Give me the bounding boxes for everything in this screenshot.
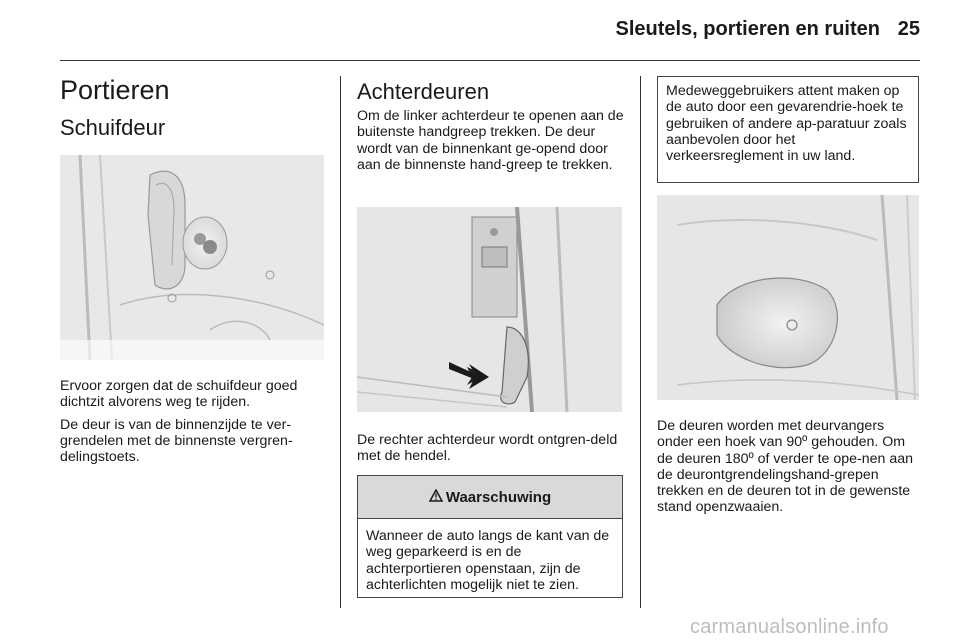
warning-title: Waarschuwing [445,488,552,506]
column-2 [357,78,625,179]
rear-doors-heading: Achterdeuren [357,79,490,104]
door-check-paragraph: De deuren worden met deurvangers onder een hoek van 90º gehouden. Om de deuren 180º of verder te ope-nen aan de deurontgrendelingshand-grepen trekken en de deuren tot in de gewenste stand openzwaaien. [657,418,914,516]
paragraph-2: De deur is van de binnenzijde te ver-grendelen met de binnenste vergren-delingstoets. [60,416,293,466]
rear-doors-intro: Om de linker achterdeur te openen aan de buitenste handgreep trekken. De deur wordt van de binnenkant ge-opend door aan de binnenste hand-greep te trekken. [357,108,624,173]
warning-box [357,475,623,598]
sliding-door-illustration [60,155,324,360]
warning-header [358,476,622,519]
paragraph-1: Ervoor zorgen dat de schuifdeur goed dichtzit alvorens weg te rijden. [60,378,298,411]
warning-body: Wanneer de auto langs de kant van de weg geparkeerd is en de achterportieren openstaan, zijn de achterlichten mogelijk niet te zien. [366,528,610,593]
column-divider-1 [340,76,341,608]
rear-door-lever-illustration [357,207,622,412]
sliding-door-heading: Schuifdeur [60,115,166,140]
header-rule [60,60,920,61]
page-header-title: Sleutels, portieren en ruiten [615,18,880,40]
page-number: 25 [897,18,920,40]
lever-caption [357,432,625,471]
caption-text: De rechter achterdeur wordt ontgren-deld met de hendel. [357,432,618,465]
column-3-text [657,418,922,522]
section-heading: Portieren [60,75,170,105]
column-1-text [60,378,325,471]
door-check-illustration [657,195,919,400]
note-box: Medeweggebruikers attent maken op de auto door een gevarendrie-hoek te gebruiken of andere ap-paratuur zoals aanbevolen door het verkeersreglement in uw land. [657,76,919,183]
column-divider-2 [640,76,641,608]
warning-triangle-icon [429,489,443,506]
column-1 [60,74,325,142]
watermark: carmanualsonline.info [690,616,889,638]
